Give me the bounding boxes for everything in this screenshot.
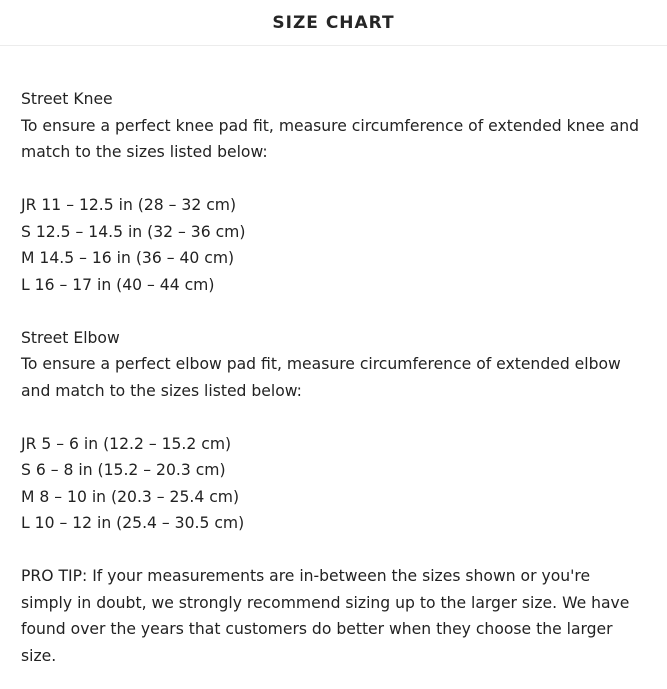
pro-tip-section (21, 563, 643, 669)
street-knee-section (21, 86, 643, 298)
spacer (21, 166, 643, 193)
pro-tip-text: PRO TIP: If your measurements are in-between the sizes shown or you're simply in doubt, we strongly recommend sizing up to the larger size. We have found over the years that customers do better when they choose the larger size. (21, 567, 630, 665)
spacer (21, 404, 643, 431)
size-chart-content (0, 46, 667, 669)
street-elbow-heading: Street Elbow (21, 328, 120, 347)
knee-size-s: S 12.5 – 14.5 in (32 – 36 cm) (21, 222, 246, 241)
page-title: SIZE CHART (272, 12, 395, 33)
elbow-size-l: L 10 – 12 in (25.4 – 30.5 cm) (21, 514, 245, 532)
elbow-size-m: M 8 – 10 in (20.3 – 25.4 cm) (21, 487, 240, 506)
elbow-size-s: S 6 – 8 in (15.2 – 20.3 cm) (21, 461, 226, 479)
spacer (21, 298, 643, 325)
knee-size-jr: JR 11 – 12.5 in (28 – 32 cm) (21, 196, 237, 214)
spacer (21, 537, 643, 564)
street-knee-description: To ensure a perfect knee pad fit, measure circumference of extended knee and match to the sizes listed below: (21, 116, 640, 161)
street-elbow-section (21, 325, 643, 537)
street-knee-heading: Street Knee (21, 90, 113, 108)
modal-header (0, 0, 667, 46)
knee-size-l: L 16 – 17 in (40 – 44 cm) (21, 275, 215, 294)
street-elbow-description: To ensure a perfect elbow pad fit, measure circumference of extended elbow and match to the sizes listed below: (21, 355, 621, 400)
elbow-size-jr: JR 5 – 6 in (12.2 – 15.2 cm) (21, 434, 232, 453)
knee-size-m: M 14.5 – 16 in (36 – 40 cm) (21, 249, 235, 267)
